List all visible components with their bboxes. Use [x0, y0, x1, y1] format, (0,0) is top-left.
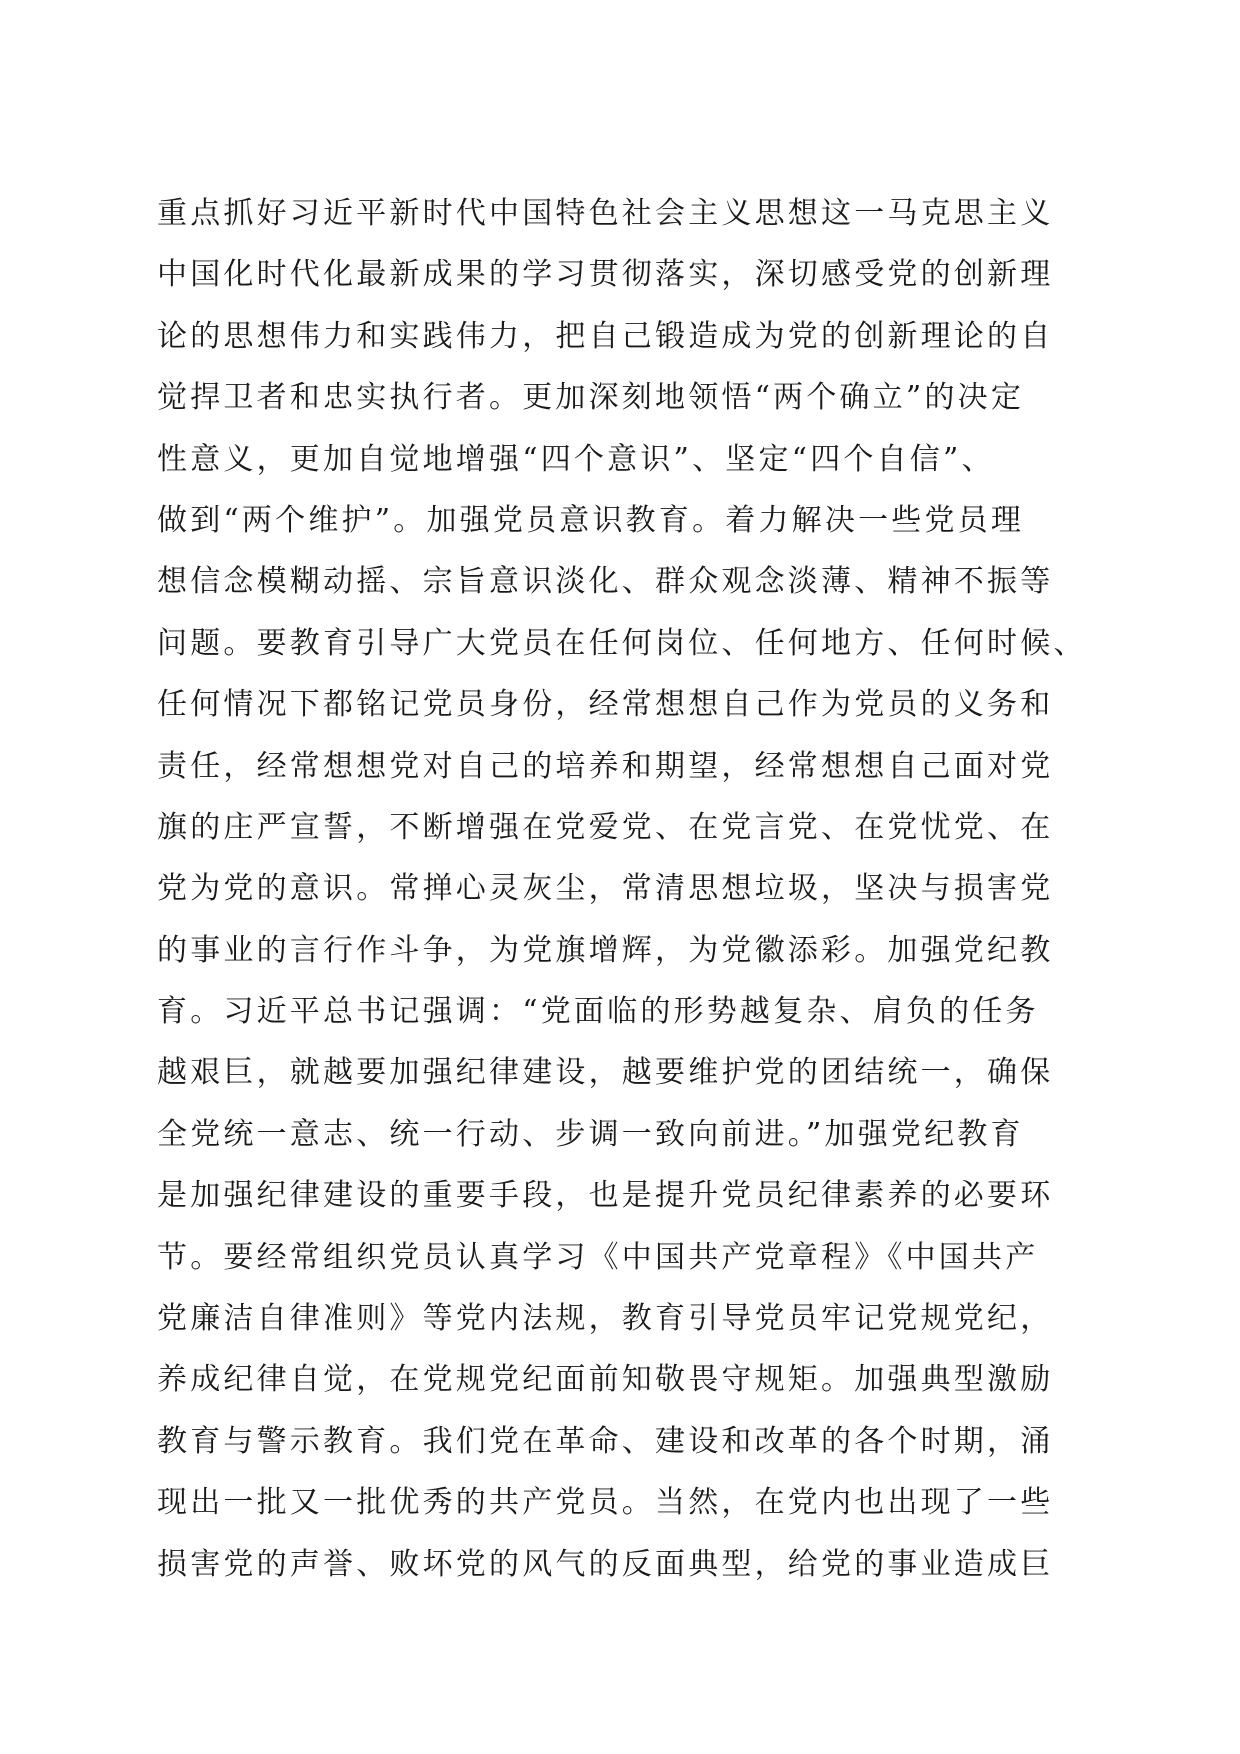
text-line: 越艰巨，就越要加强纪律建设，越要维护党的团结统一，确保 — [157, 1055, 1054, 1091]
text-line: 是加强纪律建设的重要手段，也是提升党员纪律素养的必要环 — [157, 1178, 1054, 1214]
text-line: 重点抓好习近平新时代中国特色社会主义思想这一马克思主义 — [157, 196, 1054, 231]
text-line: 全党统一意志、统一行动、步调一致向前进。”加强党纪教育 — [157, 1116, 1024, 1152]
text-line: 党为党的意识。常掸心灵灰尘，常清思想垃圾，坚决与损害党 — [157, 871, 1054, 907]
text-line: 问题。要教育引导广大党员在任何岗位、任何地方、任何时候、 — [157, 625, 1087, 661]
text-line: 育。习近平总书记强调：“党面临的形势越复杂、肩负的任务 — [157, 994, 1039, 1030]
text-line: 论的思想伟力和实践伟力，把自己锻造成为党的创新理论的自 — [157, 318, 1054, 354]
text-line: 的事业的言行作斗争，为党旗增辉，为党徽添彩。加强党纪教 — [157, 932, 1054, 968]
text-line: 养成纪律自觉，在党规党纪面前知敬畏守规矩。加强典型激励 — [157, 1362, 1054, 1398]
text-line: 觉捍卫者和忠实执行者。更加深刻地领悟“两个确立”的决定 — [157, 380, 1025, 416]
text-line: 中国化时代化最新成果的学习贯彻落实，深切感受党的创新理 — [157, 257, 1054, 293]
text-line: 做到“两个维护”。加强党员意识教育。着力解决一些党员理 — [157, 502, 1025, 538]
text-line: 教育与警示教育。我们党在革命、建设和改革的各个时期，涌 — [157, 1423, 1054, 1459]
text-line: 性意义，更加自觉地增强“四个意识”、坚定“四个自信”、 — [157, 441, 995, 477]
text-line: 现出一批又一批优秀的共产党员。当然，在党内也出现了一些 — [157, 1485, 1054, 1521]
text-line: 想信念模糊动摇、宗旨意识淡化、群众观念淡薄、精神不振等 — [157, 564, 1054, 600]
text-line: 党廉洁自律准则》等党内法规，教育引导党员牢记党规党纪， — [157, 1301, 1054, 1337]
text-line: 损害党的声誉、败坏党的风气的反面典型，给党的事业造成巨 — [157, 1546, 1054, 1582]
body-text — [157, 183, 1157, 1595]
text-line: 任何情况下都铭记党员身份，经常想想自己作为党员的义务和 — [157, 687, 1054, 723]
text-line: 责任，经常想想党对自己的培养和期望，经常想想自己面对党 — [157, 748, 1054, 784]
text-line: 节。要经常组织党员认真学习《中国共产党章程》《中国共产 — [157, 1239, 1039, 1275]
text-line: 旗的庄严宣誓，不断增强在党爱党、在党言党、在党忧党、在 — [157, 809, 1054, 845]
